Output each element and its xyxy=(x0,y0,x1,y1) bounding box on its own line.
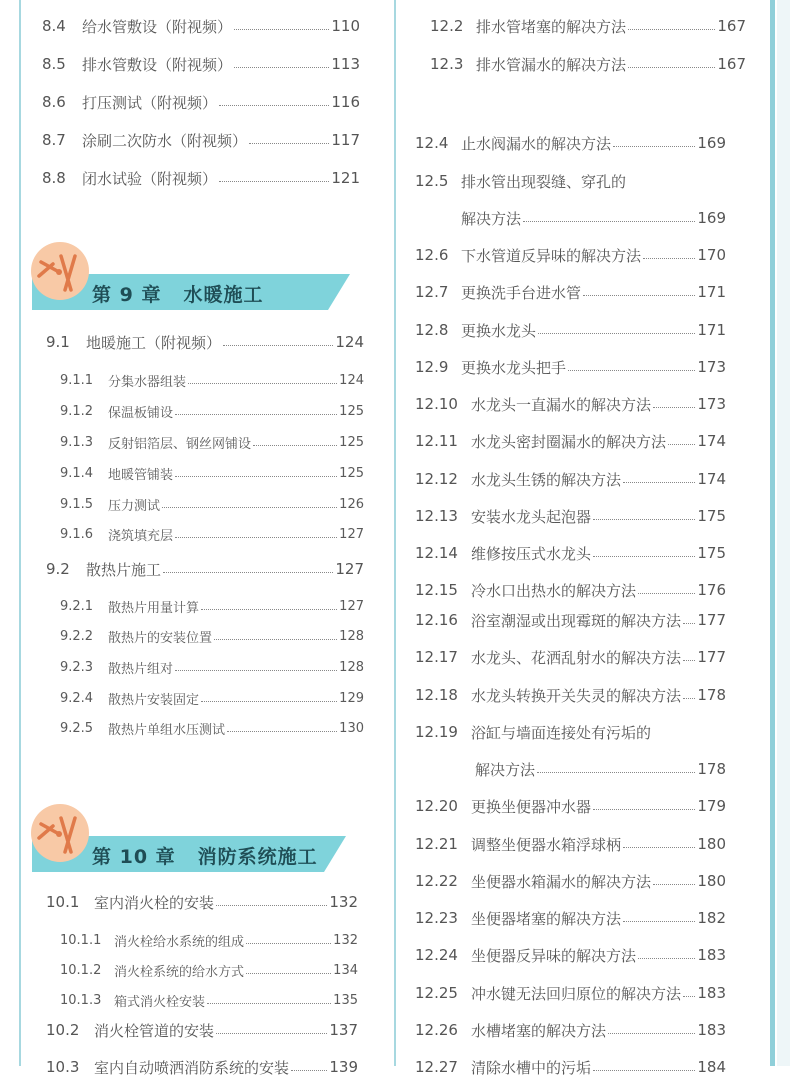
toc-title: 水龙头、花洒乱射水的解决方法 xyxy=(471,648,682,667)
toc-entry[interactable] xyxy=(415,505,726,527)
toc-number: 12.21 xyxy=(415,835,458,853)
toc-leader-dots xyxy=(623,921,695,922)
toc-title: 坐便器反异味的解决方法 xyxy=(471,946,637,965)
toc-number: 12.27 xyxy=(415,1058,458,1076)
toc-page: 117 xyxy=(331,131,360,149)
toc-title: 地暖管铺装 xyxy=(108,467,174,483)
toc-number: 12.2 xyxy=(430,17,464,35)
toc-page: 130 xyxy=(339,720,364,736)
toc-entry[interactable] xyxy=(46,1019,358,1041)
toc-subentry[interactable] xyxy=(60,401,364,421)
chapter-badge xyxy=(31,804,89,862)
toc-entry[interactable] xyxy=(415,393,726,415)
toc-number: 12.4 xyxy=(415,134,449,152)
toc-leader-dots xyxy=(175,537,337,538)
toc-title: 散热片安装固定 xyxy=(108,692,200,708)
toc-leader-dots xyxy=(175,476,337,477)
toc-entry[interactable] xyxy=(415,907,726,929)
toc-title: 更换洗手台进水管 xyxy=(461,283,582,302)
toc-number: 12.17 xyxy=(415,648,458,666)
toc-number: 9.1.6 xyxy=(60,526,94,542)
chapter-title xyxy=(92,842,318,869)
toc-number: 10.2 xyxy=(46,1021,80,1039)
toc-page: 127 xyxy=(339,598,364,614)
toc-leader-dots xyxy=(246,973,331,974)
toc-subentry[interactable] xyxy=(60,688,364,708)
toc-number: 12.20 xyxy=(415,797,458,815)
toc-entry[interactable] xyxy=(415,170,726,192)
toc-title: 冲水键无法回归原位的解决方法 xyxy=(471,984,682,1003)
toc-title: 浴室潮湿或出现霉斑的解决方法 xyxy=(471,611,682,630)
toc-page: 113 xyxy=(331,55,360,73)
toc-leader-dots xyxy=(583,295,695,296)
toc-leader-dots xyxy=(227,731,337,732)
toc-page: 125 xyxy=(339,465,364,481)
toc-subentry[interactable] xyxy=(60,626,364,646)
toc-page: 125 xyxy=(339,403,364,419)
toc-entry[interactable] xyxy=(42,53,360,75)
toc-entry[interactable] xyxy=(415,430,726,452)
toc-title: 更换水龙头把手 xyxy=(461,358,567,377)
toc-title: 闭水试验（附视频） xyxy=(82,169,218,188)
toc-leader-dots xyxy=(246,943,331,944)
toc-title: 解决方法 xyxy=(475,760,536,779)
toc-page: 176 xyxy=(697,581,726,599)
toc-page: 175 xyxy=(697,544,726,562)
toc-leader-dots xyxy=(643,258,695,259)
toc-leader-dots xyxy=(234,29,329,30)
toc-page: 127 xyxy=(339,526,364,542)
toc-page: 129 xyxy=(339,690,364,706)
toc-entry[interactable] xyxy=(430,53,746,75)
toc-entry[interactable] xyxy=(415,795,726,817)
toc-leader-dots xyxy=(653,884,695,885)
toc-entry[interactable] xyxy=(415,132,726,154)
toc-entry[interactable] xyxy=(415,721,726,743)
toc-page: 128 xyxy=(339,628,364,644)
toc-number: 12.11 xyxy=(415,432,458,450)
toc-leader-dots xyxy=(216,905,327,906)
toc-page: 139 xyxy=(329,1058,358,1076)
toc-number: 12.16 xyxy=(415,611,458,629)
toc-leader-dots xyxy=(668,444,695,445)
toc-title: 浇筑填充层 xyxy=(108,528,174,544)
toc-title: 排水管漏水的解决方法 xyxy=(476,55,627,74)
toc-page: 183 xyxy=(697,1021,726,1039)
toc-leader-dots xyxy=(683,623,695,624)
chapter-band-tail xyxy=(324,836,346,872)
toc-title: 冷水口出热水的解决方法 xyxy=(471,581,637,600)
toc-entry[interactable] xyxy=(42,91,360,113)
toc-page: 184 xyxy=(697,1058,726,1076)
toc-number: 12.23 xyxy=(415,909,458,927)
toc-page: 132 xyxy=(333,932,358,948)
toc-leader-dots xyxy=(613,146,695,147)
toc-number: 12.18 xyxy=(415,686,458,704)
toc-title: 散热片用量计算 xyxy=(108,600,200,616)
toc-number: 12.8 xyxy=(415,321,449,339)
toc-leader-dots xyxy=(537,772,695,773)
toc-leader-dots xyxy=(593,519,695,520)
toc-title: 箱式消火栓安装 xyxy=(114,994,206,1010)
toc-title: 散热片组对 xyxy=(108,661,174,677)
toc-entry[interactable] xyxy=(42,167,360,189)
toc-entry[interactable] xyxy=(415,870,726,892)
toc-page: 121 xyxy=(331,169,360,187)
toc-title: 室内自动喷洒消防系统的安装 xyxy=(94,1058,290,1077)
toc-title: 安装水龙头起泡器 xyxy=(471,507,592,526)
toc-title: 反射铝箔层、钢丝网铺设 xyxy=(108,436,252,452)
left-frame-border xyxy=(19,0,21,1066)
toc-page: 132 xyxy=(329,893,358,911)
toc-entry[interactable] xyxy=(415,281,726,303)
toc-leader-dots xyxy=(216,1033,327,1034)
tools-icon xyxy=(31,242,89,300)
toc-subentry[interactable] xyxy=(60,463,364,483)
toc-page: 125 xyxy=(339,434,364,450)
toc-leader-dots xyxy=(163,572,333,573)
toc-number: 10.1.3 xyxy=(60,992,102,1008)
toc-page: 173 xyxy=(697,395,726,413)
toc-page: 124 xyxy=(339,372,364,388)
toc-title: 给水管敷设（附视频） xyxy=(82,17,233,36)
toc-title: 更换水龙头 xyxy=(461,321,537,340)
toc-number: 9.2.5 xyxy=(60,720,94,736)
toc-number: 12.25 xyxy=(415,984,458,1002)
toc-page: 180 xyxy=(697,872,726,890)
toc-entry[interactable] xyxy=(415,244,726,266)
toc-subentry[interactable] xyxy=(60,524,364,544)
toc-leader-dots xyxy=(175,670,337,671)
toc-leader-dots xyxy=(162,507,337,508)
toc-title: 水龙头密封圈漏水的解决方法 xyxy=(471,432,667,451)
page-edge-shadow xyxy=(777,0,790,1066)
toc-page: 124 xyxy=(335,333,364,351)
toc-leader-dots xyxy=(291,1070,327,1071)
toc-page: 177 xyxy=(697,611,726,629)
toc-subentry[interactable] xyxy=(60,494,364,514)
toc-page: 173 xyxy=(697,358,726,376)
toc-page: 174 xyxy=(697,470,726,488)
toc-title: 分集水器组装 xyxy=(108,374,187,390)
toc-leader-dots xyxy=(207,1003,331,1004)
toc-subentry[interactable] xyxy=(60,718,364,738)
toc-number: 9.2.3 xyxy=(60,659,94,675)
toc-entry[interactable] xyxy=(46,1056,358,1078)
toc-page: 177 xyxy=(697,648,726,666)
toc-leader-dots xyxy=(249,143,329,144)
toc-number: 10.1.1 xyxy=(60,932,102,948)
toc-leader-dots xyxy=(653,407,695,408)
toc-number: 9.1.3 xyxy=(60,434,94,450)
toc-number: 9.1.5 xyxy=(60,496,94,512)
toc-subentry[interactable] xyxy=(60,657,364,677)
toc-page: 134 xyxy=(333,962,358,978)
toc-number: 12.9 xyxy=(415,358,449,376)
toc-title: 排水管出现裂缝、穿孔的 xyxy=(461,172,627,191)
toc-leader-dots xyxy=(683,996,695,997)
toc-subentry[interactable] xyxy=(60,990,358,1010)
toc-title: 消火栓系统的给水方式 xyxy=(114,964,245,980)
toc-page: 178 xyxy=(697,760,726,778)
toc-number: 12.14 xyxy=(415,544,458,562)
toc-leader-dots xyxy=(538,333,695,334)
toc-entry[interactable] xyxy=(415,468,726,490)
toc-title: 下水管道反异味的解决方法 xyxy=(461,246,642,265)
toc-title: 地暖施工（附视频） xyxy=(86,333,222,352)
toc-number: 10.3 xyxy=(46,1058,80,1076)
toc-leader-dots xyxy=(234,67,329,68)
toc-page: 179 xyxy=(697,797,726,815)
chapter-name: 消防系统施工 xyxy=(197,846,318,868)
toc-number: 9.2.1 xyxy=(60,598,94,614)
toc-leader-dots xyxy=(683,698,695,699)
toc-title: 水龙头一直漏水的解决方法 xyxy=(471,395,652,414)
toc-leader-dots xyxy=(253,445,337,446)
toc-subentry[interactable] xyxy=(60,596,364,616)
toc-number: 12.13 xyxy=(415,507,458,525)
toc-number: 8.8 xyxy=(42,169,66,187)
toc-title: 解决方法 xyxy=(461,209,522,228)
chapter-badge xyxy=(31,242,89,300)
toc-entry[interactable] xyxy=(415,646,726,668)
toc-leader-dots xyxy=(568,370,695,371)
toc-title: 散热片的安装位置 xyxy=(108,630,213,646)
toc-entry[interactable] xyxy=(415,944,726,966)
toc-title: 消火栓管道的安装 xyxy=(94,1021,215,1040)
toc-number: 12.6 xyxy=(415,246,449,264)
toc-entry[interactable] xyxy=(415,982,726,1004)
toc-page: 167 xyxy=(717,55,746,73)
toc-page: 178 xyxy=(697,686,726,704)
toc-leader-dots xyxy=(188,383,337,384)
toc-title: 止水阀漏水的解决方法 xyxy=(461,134,612,153)
toc-leader-dots xyxy=(608,1033,695,1034)
toc-number: 9.2.2 xyxy=(60,628,94,644)
toc-number: 12.24 xyxy=(415,946,458,964)
toc-page: 171 xyxy=(697,321,726,339)
column-divider xyxy=(394,0,396,1066)
toc-title: 排水管敷设（附视频） xyxy=(82,55,233,74)
toc-leader-dots xyxy=(214,639,337,640)
toc-title: 涂刷二次防水（附视频） xyxy=(82,131,248,150)
toc-number: 9.1.4 xyxy=(60,465,94,481)
toc-title: 水龙头生锈的解决方法 xyxy=(471,470,622,489)
toc-page: 182 xyxy=(697,909,726,927)
toc-entry[interactable] xyxy=(415,579,726,601)
toc-leader-dots xyxy=(628,67,715,68)
toc-title: 坐便器水箱漏水的解决方法 xyxy=(471,872,652,891)
toc-title: 散热片施工 xyxy=(86,560,162,579)
chapter-title xyxy=(92,280,263,307)
toc-page: 126 xyxy=(339,496,364,512)
toc-leader-dots xyxy=(219,181,329,182)
toc-number: 12.10 xyxy=(415,395,458,413)
toc-number: 12.19 xyxy=(415,723,458,741)
toc-title: 压力测试 xyxy=(108,498,161,514)
toc-title: 室内消火栓的安装 xyxy=(94,893,215,912)
toc-page: 175 xyxy=(697,507,726,525)
toc-title: 维修按压式水龙头 xyxy=(471,544,592,563)
toc-entry[interactable] xyxy=(415,1019,726,1041)
toc-leader-dots xyxy=(593,556,695,557)
toc-number: 8.5 xyxy=(42,55,66,73)
toc-leader-dots xyxy=(638,593,695,594)
chapter-name: 水暖施工 xyxy=(183,284,264,306)
toc-leader-dots xyxy=(623,847,695,848)
toc-number: 12.26 xyxy=(415,1021,458,1039)
toc-title: 清除水槽中的污垢 xyxy=(471,1058,592,1077)
toc-page: 169 xyxy=(697,209,726,227)
toc-number: 10.1 xyxy=(46,893,80,911)
toc-number: 12.3 xyxy=(430,55,464,73)
toc-entry-continuation[interactable] xyxy=(415,207,726,229)
toc-leader-dots xyxy=(175,414,337,415)
toc-page: 171 xyxy=(697,283,726,301)
toc-title: 散热片单组水压测试 xyxy=(108,722,226,738)
right-frame-border xyxy=(770,0,775,1066)
toc-subentry[interactable] xyxy=(60,930,358,950)
toc-title: 排水管堵塞的解决方法 xyxy=(476,17,627,36)
toc-title: 消火栓给水系统的组成 xyxy=(114,934,245,950)
toc-entry[interactable] xyxy=(42,15,360,37)
toc-number: 12.15 xyxy=(415,581,458,599)
toc-entry[interactable] xyxy=(46,891,358,913)
toc-entry[interactable] xyxy=(415,833,726,855)
toc-page: 169 xyxy=(697,134,726,152)
toc-entry[interactable] xyxy=(430,15,746,37)
toc-number: 9.1 xyxy=(46,333,70,351)
toc-entry[interactable] xyxy=(415,319,726,341)
chapter-9-header[interactable] xyxy=(0,272,370,310)
toc-page: 116 xyxy=(331,93,360,111)
toc-page: 167 xyxy=(717,17,746,35)
toc-page: 135 xyxy=(333,992,358,1008)
toc-entry[interactable] xyxy=(46,331,364,353)
toc-number: 9.2 xyxy=(46,560,70,578)
toc-leader-dots xyxy=(201,701,337,702)
toc-page: 128 xyxy=(339,659,364,675)
toc-page: 174 xyxy=(697,432,726,450)
toc-leader-dots xyxy=(523,221,695,222)
toc-title: 调整坐便器水箱浮球柄 xyxy=(471,835,622,854)
toc-leader-dots xyxy=(223,345,333,346)
toc-entry[interactable] xyxy=(415,542,726,564)
toc-title: 水槽堵塞的解决方法 xyxy=(471,1021,607,1040)
chapter-band-tail xyxy=(328,274,350,310)
toc-number: 12.22 xyxy=(415,872,458,890)
toc-title: 更换坐便器冲水器 xyxy=(471,797,592,816)
chapter-label: 第 9 章 xyxy=(92,284,162,306)
toc-number: 9.1.1 xyxy=(60,372,94,388)
toc-entry-continuation[interactable] xyxy=(415,758,726,780)
toc-title: 坐便器堵塞的解决方法 xyxy=(471,909,622,928)
toc-page: 180 xyxy=(697,835,726,853)
toc-page: 183 xyxy=(697,946,726,964)
chapter-10-header[interactable] xyxy=(0,834,370,872)
toc-number: 12.7 xyxy=(415,283,449,301)
toc-subentry[interactable] xyxy=(60,960,358,980)
toc-page: 110 xyxy=(331,17,360,35)
toc-number: 9.2.4 xyxy=(60,690,94,706)
toc-number: 9.1.2 xyxy=(60,403,94,419)
toc-leader-dots xyxy=(593,809,695,810)
toc-page: 170 xyxy=(697,246,726,264)
toc-leader-dots xyxy=(201,609,337,610)
toc-entry[interactable] xyxy=(415,1056,726,1078)
toc-number: 8.6 xyxy=(42,93,66,111)
toc-page: 183 xyxy=(697,984,726,1002)
toc-leader-dots xyxy=(623,482,695,483)
toc-entry[interactable] xyxy=(46,558,364,580)
toc-title: 浴缸与墙面连接处有污垢的 xyxy=(471,723,652,742)
toc-number: 10.1.2 xyxy=(60,962,102,978)
toc-leader-dots xyxy=(683,660,695,661)
toc-number: 12.12 xyxy=(415,470,458,488)
toc-leader-dots xyxy=(219,105,329,106)
toc-number: 8.4 xyxy=(42,17,66,35)
tools-icon xyxy=(31,804,89,862)
toc-entry[interactable] xyxy=(415,356,726,378)
toc-leader-dots xyxy=(628,29,715,30)
toc-leader-dots xyxy=(593,1070,695,1071)
toc-subentry[interactable] xyxy=(60,370,364,390)
toc-entry[interactable] xyxy=(415,609,726,631)
toc-title: 水龙头转换开关失灵的解决方法 xyxy=(471,686,682,705)
toc-title: 保温板铺设 xyxy=(108,405,174,421)
chapter-label: 第 10 章 xyxy=(92,846,176,868)
toc-leader-dots xyxy=(638,958,695,959)
toc-title: 打压测试（附视频） xyxy=(82,93,218,112)
toc-entry[interactable] xyxy=(415,684,726,706)
toc-page: 137 xyxy=(329,1021,358,1039)
toc-subentry[interactable] xyxy=(60,432,364,452)
toc-page: 127 xyxy=(335,560,364,578)
toc-entry[interactable] xyxy=(42,129,360,151)
toc-number: 12.5 xyxy=(415,172,449,190)
toc-number: 8.7 xyxy=(42,131,66,149)
